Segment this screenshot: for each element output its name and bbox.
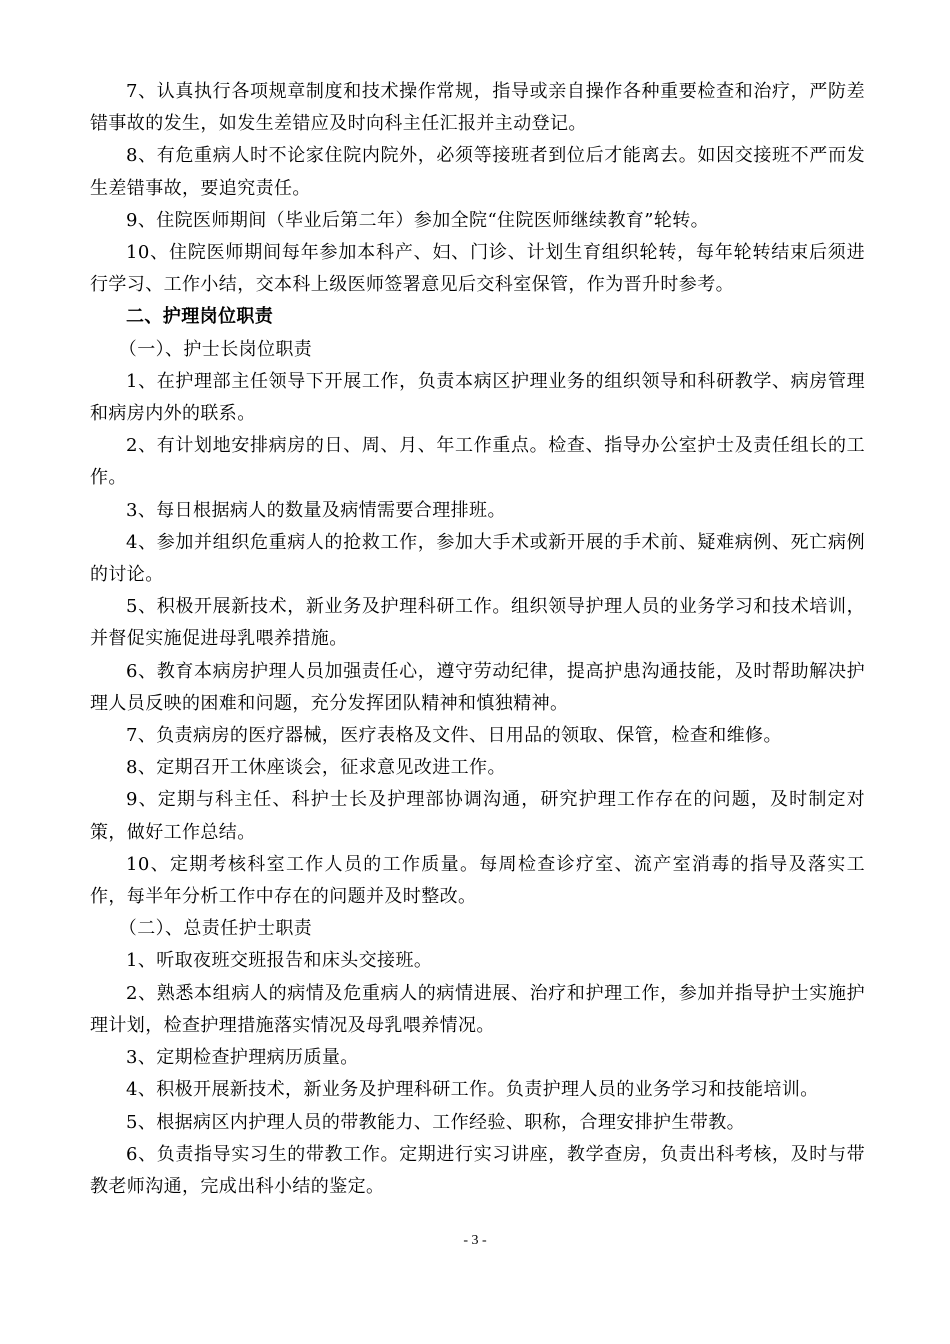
paragraph-head-nurse-1: 1、在护理部主任领导下开展工作，负责本病区护理业务的组织领导和科研教学、病房管理和病房内外的联系。 [90,370,865,425]
paragraph-responsible-nurse-6: 6、负责指导实习生的带教工作。定期进行实习讲座，教学查房，负责出科考核，及时与带教老师沟通，完成出科小结的鉴定。 [90,1143,865,1197]
paragraph-responsible-nurse-4: 4、积极开展新技术，新业务及护理科研工作。负责护理人员的业务学习和技能培训。 [126,1079,819,1101]
paragraph-responsible-nurse-2: 2、熟悉本组病人的病情及危重病人的病情进展、治疗和护理工作，参加并指导护士实施护理计划，检查护理措施落实情况及母乳喂养情况。 [90,982,865,1036]
paragraph-head-nurse-9: 9、定期与科主任、科护士长及护理部协调沟通，研究护理工作存在的问题，及时制定对策，做好工作总结。 [90,789,865,843]
paragraph-head-nurse-3: 3、每日根据病人的数量及病情需要合理排班。 [126,499,506,521]
paragraph-head-nurse-4: 4、参加并组织危重病人的抢救工作，参加大手术或新开展的手术前、疑难病例、死亡病例的讨论。 [90,531,865,586]
subsection-heading-head-nurse: （一）、护士长岗位职责 [118,338,313,360]
subsection-heading-chief-responsible-nurse: （二）、总责任护士职责 [118,918,313,940]
paragraph-responsible-nurse-3: 3、定期检查护理病历质量。 [126,1047,359,1069]
paragraph-head-nurse-10: 10、定期考核科室工作人员的工作质量。每周检查诊疗室、流产室消毒的指导及落实工作，每半年分析工作中存在的问题并及时整改。 [90,853,865,908]
paragraph-head-nurse-8: 8、定期召开工休座谈会，征求意见改进工作。 [126,757,506,779]
paragraph-responsible-nurse-5: 5、根据病区内护理人员的带教能力、工作经验、职称，合理安排护生带教。 [126,1111,746,1133]
paragraph-item-10-doctor: 10、住院医师期间每年参加本科产、妇、门诊、计划生育组织轮转，每年轮转结束后须进行学习、工作小结，交本科上级医师签署意见后交科室保管，作为晋升时参考。 [90,242,865,296]
section-heading-nursing-duties: 二、护理岗位职责 [126,306,274,328]
paragraph-item-8-doctor: 8、有危重病人时不论家住院内院外，必须等接班者到位后才能离去。如因交接班不严而发生差错事故，要追究责任。 [90,145,865,199]
paragraph-item-9-doctor: 9、住院医师期间（毕业后第二年）参加全院“住院医师继续教育”轮转。 [126,209,710,231]
document-body [90,76,865,1203]
page-number: - 3 - [463,1233,487,1248]
paragraph-item-7-doctor: 7、认真执行各项规章制度和技术操作常规，指导或亲自操作各种重要检查和治疗，严防差错事故的发生，如发生差错应及时向科主任汇报并主动登记。 [90,81,865,135]
paragraph-responsible-nurse-1: 1、听取夜班交班报告和床头交接班。 [126,950,433,972]
paragraph-head-nurse-6: 6、教育本病房护理人员加强责任心，遵守劳动纪律，提高护患沟通技能，及时帮助解决护理人员反映的困难和问题，充分发挥团队精神和慎独精神。 [90,660,865,714]
paragraph-head-nurse-7: 7、负责病房的医疗器械，医疗表格及文件、日用品的领取、保管，检查和维修。 [126,725,782,747]
paragraph-head-nurse-2: 2、有计划地安排病房的日、周、月、年工作重点。检查、指导办公室护士及责任组长的工作。 [90,435,865,489]
paragraph-head-nurse-5: 5、积极开展新技术，新业务及护理科研工作。组织领导护理人员的业务学习和技术培训，并督促实施促进母乳喂养措施。 [90,596,865,650]
